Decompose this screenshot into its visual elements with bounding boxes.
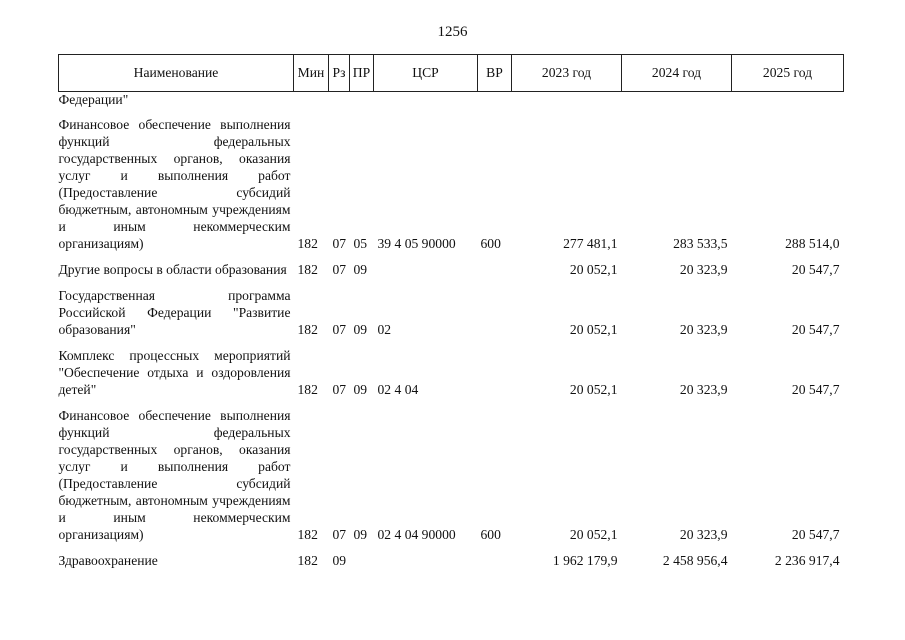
row-pr: 05 (353, 236, 368, 251)
row-min: 182 (297, 262, 318, 277)
row-name: Другие вопросы в области образования (58, 262, 287, 277)
row-2023: 277 481,1 (563, 236, 618, 251)
row-pr: 09 (353, 262, 368, 277)
header-2024: 2024 год (622, 55, 732, 92)
row-vr: 600 (480, 527, 501, 542)
row-2024: 283 533,5 (673, 236, 728, 251)
row-2024: 2 458 956,4 (662, 553, 728, 568)
row-pr (350, 552, 374, 569)
header-2025: 2025 год (732, 55, 844, 92)
row-csr (374, 552, 478, 569)
row-vr: 600 (480, 236, 501, 251)
header-min: Мин (294, 55, 329, 92)
header-csr: ЦСР (374, 55, 478, 92)
row-rz: 07 (332, 382, 347, 397)
row-csr (374, 92, 478, 108)
row-min: 182 (297, 382, 318, 397)
row-min: 182 (297, 553, 318, 568)
row-name: Государственная программа Российской Федерации "Развитие образования" (58, 288, 291, 337)
row-min (294, 92, 329, 108)
row-2025: 20 547,7 (791, 382, 840, 397)
row-csr: 02 4 04 90000 (377, 527, 456, 542)
row-2025: 20 547,7 (791, 262, 840, 277)
row-2025: 20 547,7 (791, 322, 840, 337)
table-row (59, 347, 844, 398)
header-2023: 2023 год (512, 55, 622, 92)
header-pr: ПР (350, 55, 374, 92)
row-2025: 288 514,0 (785, 236, 840, 251)
row-rz: 07 (332, 322, 347, 337)
row-rz: 07 (332, 236, 347, 251)
row-csr: 02 4 04 (377, 382, 419, 397)
table-header (59, 55, 844, 92)
budget-table (58, 54, 844, 569)
row-csr: 39 4 05 90000 (377, 236, 456, 251)
table-row (59, 552, 844, 569)
row-name: Комплекс процессных мероприятий "Обеспечение отдыха и оздоровления детей" (58, 348, 291, 397)
row-vr (478, 287, 512, 338)
row-rz: 07 (332, 262, 347, 277)
row-vr (478, 552, 512, 569)
row-pr: 09 (353, 322, 368, 337)
header-rz: Рз (329, 55, 350, 92)
table-row (59, 261, 844, 278)
row-2024: 20 323,9 (679, 322, 728, 337)
row-name: Здравоохранение (58, 553, 158, 568)
row-name: Финансовое обеспечение выполнения функций федеральных государственных органов, оказания услуг и выполнения работ (Предоставление субсидий бюджетным, автономным учреждениям и иным некоммерческим организациям) (58, 408, 291, 542)
row-min: 182 (297, 527, 318, 542)
row-min: 182 (297, 322, 318, 337)
row-2023: 20 052,1 (569, 262, 618, 277)
table-row (59, 116, 844, 252)
row-rz: 09 (332, 553, 347, 568)
row-pr: 09 (353, 527, 368, 542)
row-vr (478, 347, 512, 398)
row-rz: 07 (332, 527, 347, 542)
row-2025: 2 236 917,4 (774, 553, 840, 568)
row-pr (350, 92, 374, 108)
row-vr (478, 92, 512, 108)
row-rz (329, 92, 350, 108)
row-name: Финансовое обеспечение выполнения функций федеральных государственных органов, оказания услуг и выполнения работ (Предоставление субсидий бюджетным, автономным учреждениям и иным некоммерческим организациям) (58, 117, 291, 251)
row-name: Федерации" (58, 92, 129, 107)
row-2023: 20 052,1 (569, 527, 618, 542)
row-2025 (732, 92, 844, 108)
page-number: 1256 (437, 24, 468, 40)
row-2023 (512, 92, 622, 108)
row-2023: 20 052,1 (569, 322, 618, 337)
row-2024 (622, 92, 732, 108)
table-row (59, 92, 844, 108)
row-2024: 20 323,9 (679, 262, 728, 277)
row-csr (374, 261, 478, 278)
row-2023: 1 962 179,9 (552, 553, 618, 568)
row-2025: 20 547,7 (791, 527, 840, 542)
row-2023: 20 052,1 (569, 382, 618, 397)
row-pr: 09 (353, 382, 368, 397)
row-2024: 20 323,9 (679, 527, 728, 542)
row-2024: 20 323,9 (679, 382, 728, 397)
row-csr: 02 (377, 322, 392, 337)
row-min: 182 (297, 236, 318, 251)
table-row (59, 287, 844, 338)
header-name: Наименование (59, 55, 294, 92)
row-vr (478, 261, 512, 278)
table-row (59, 407, 844, 543)
header-vr: ВР (478, 55, 512, 92)
